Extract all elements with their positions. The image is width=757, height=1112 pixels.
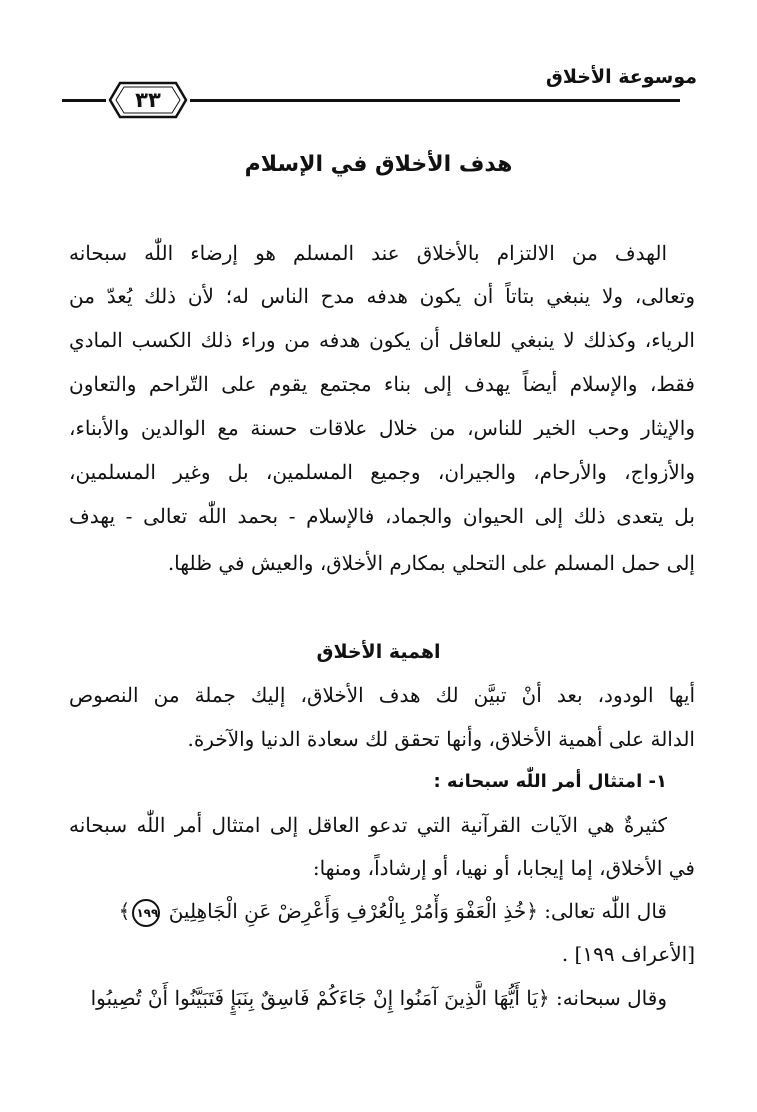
subsection-heading: ١- امتثال أمر اللّٰه سبحانه : [433, 771, 667, 792]
text-line: بل يتعدى ذلك إلى الحيوان والجماد، فالإسلام - بحمد اللّٰه تعالى - يهدف [69, 504, 695, 528]
text-line: الدالة على أهمية الأخلاق، وأنها تحقق لك سعادة الدنيا والآخرة. [187, 727, 695, 751]
page-number-badge [106, 79, 190, 121]
verse-line [69, 894, 695, 928]
page-header [0, 0, 757, 120]
page-number: ٣٣ [135, 88, 161, 112]
text-line: والأزواج، والأرحام، والجيران، وجميع المسلمين، بل وغير المسلمين، [69, 460, 695, 484]
text-line: فقط، والإسلام أيضاً يهدف إلى بناء مجتمع يقوم على التّراحم والتعاون [69, 372, 695, 396]
text-line: الرياء، وكذلك لا ينبغي للعاقل أن يكون هدفه من وراء ذلك الكسب المادي [69, 328, 695, 352]
header-rule [190, 99, 680, 102]
running-title: موسوعة الأخلاق [545, 66, 697, 88]
text-line: كثيرةٌ هي الآيات القرآنية التي تدعو العاقل إلى امتثال أمر اللّٰه سبحانه [69, 813, 667, 837]
section-heading-importance: اهمية الأخلاق [316, 641, 441, 663]
header-rule-left [62, 99, 106, 102]
text-line: إلى حمل المسلم على التحلي بمكارم الأخلاق، والعيش في ظلها. [167, 551, 695, 575]
verse-line [69, 981, 695, 1015]
text-line: في الأخلاق، إما إيجابا، أو نهيا، أو إرشاداً، ومنها: [312, 856, 695, 880]
verse-text: ﴿خُذِ الْعَفْوَ وَأْمُرْ بِالْعُرْفِ وَأَعْرِضْ عَنِ الْجَاهِلِينَ [168, 899, 538, 923]
ayah-number: ١٩٩ [132, 899, 160, 927]
verse-intro: قال اللّٰه تعالى: [544, 899, 667, 923]
text-line: الهدف من الالتزام بالأخلاق عند المسلم هو إرضاء اللّٰه سبحانه [69, 241, 667, 265]
verse-text: ﴿يَا أَيُّهَا الَّذِينَ آمَنُوا إِنْ جَاءَكُمْ فَاسِقٌ بِنَبَإٍ فَتَبَيَّنُوا أَنْ تُصِيبُوا [90, 986, 550, 1010]
text-line: أيها الودود، بعد أنْ تبيَّن لك هدف الأخلاق، إليك جملة من النصوص [69, 683, 695, 707]
verse-reference: [الأعراف ١٩٩] . [561, 942, 695, 966]
text-line: والإيثار وحب الخير للناس، من خلال علاقات حسنة مع الوالدين والأبناء، [69, 416, 695, 440]
verse-intro: وقال سبحانه: [555, 986, 667, 1010]
section-heading-goal: هدف الأخلاق في الإسلام [244, 152, 513, 177]
text-line: وتعالى، ولا ينبغي بتاتاً أن يكون هدفه مدح الناس له؛ لأن ذلك يُعدّ من [69, 284, 695, 308]
verse-close: ﴾ [118, 899, 131, 923]
